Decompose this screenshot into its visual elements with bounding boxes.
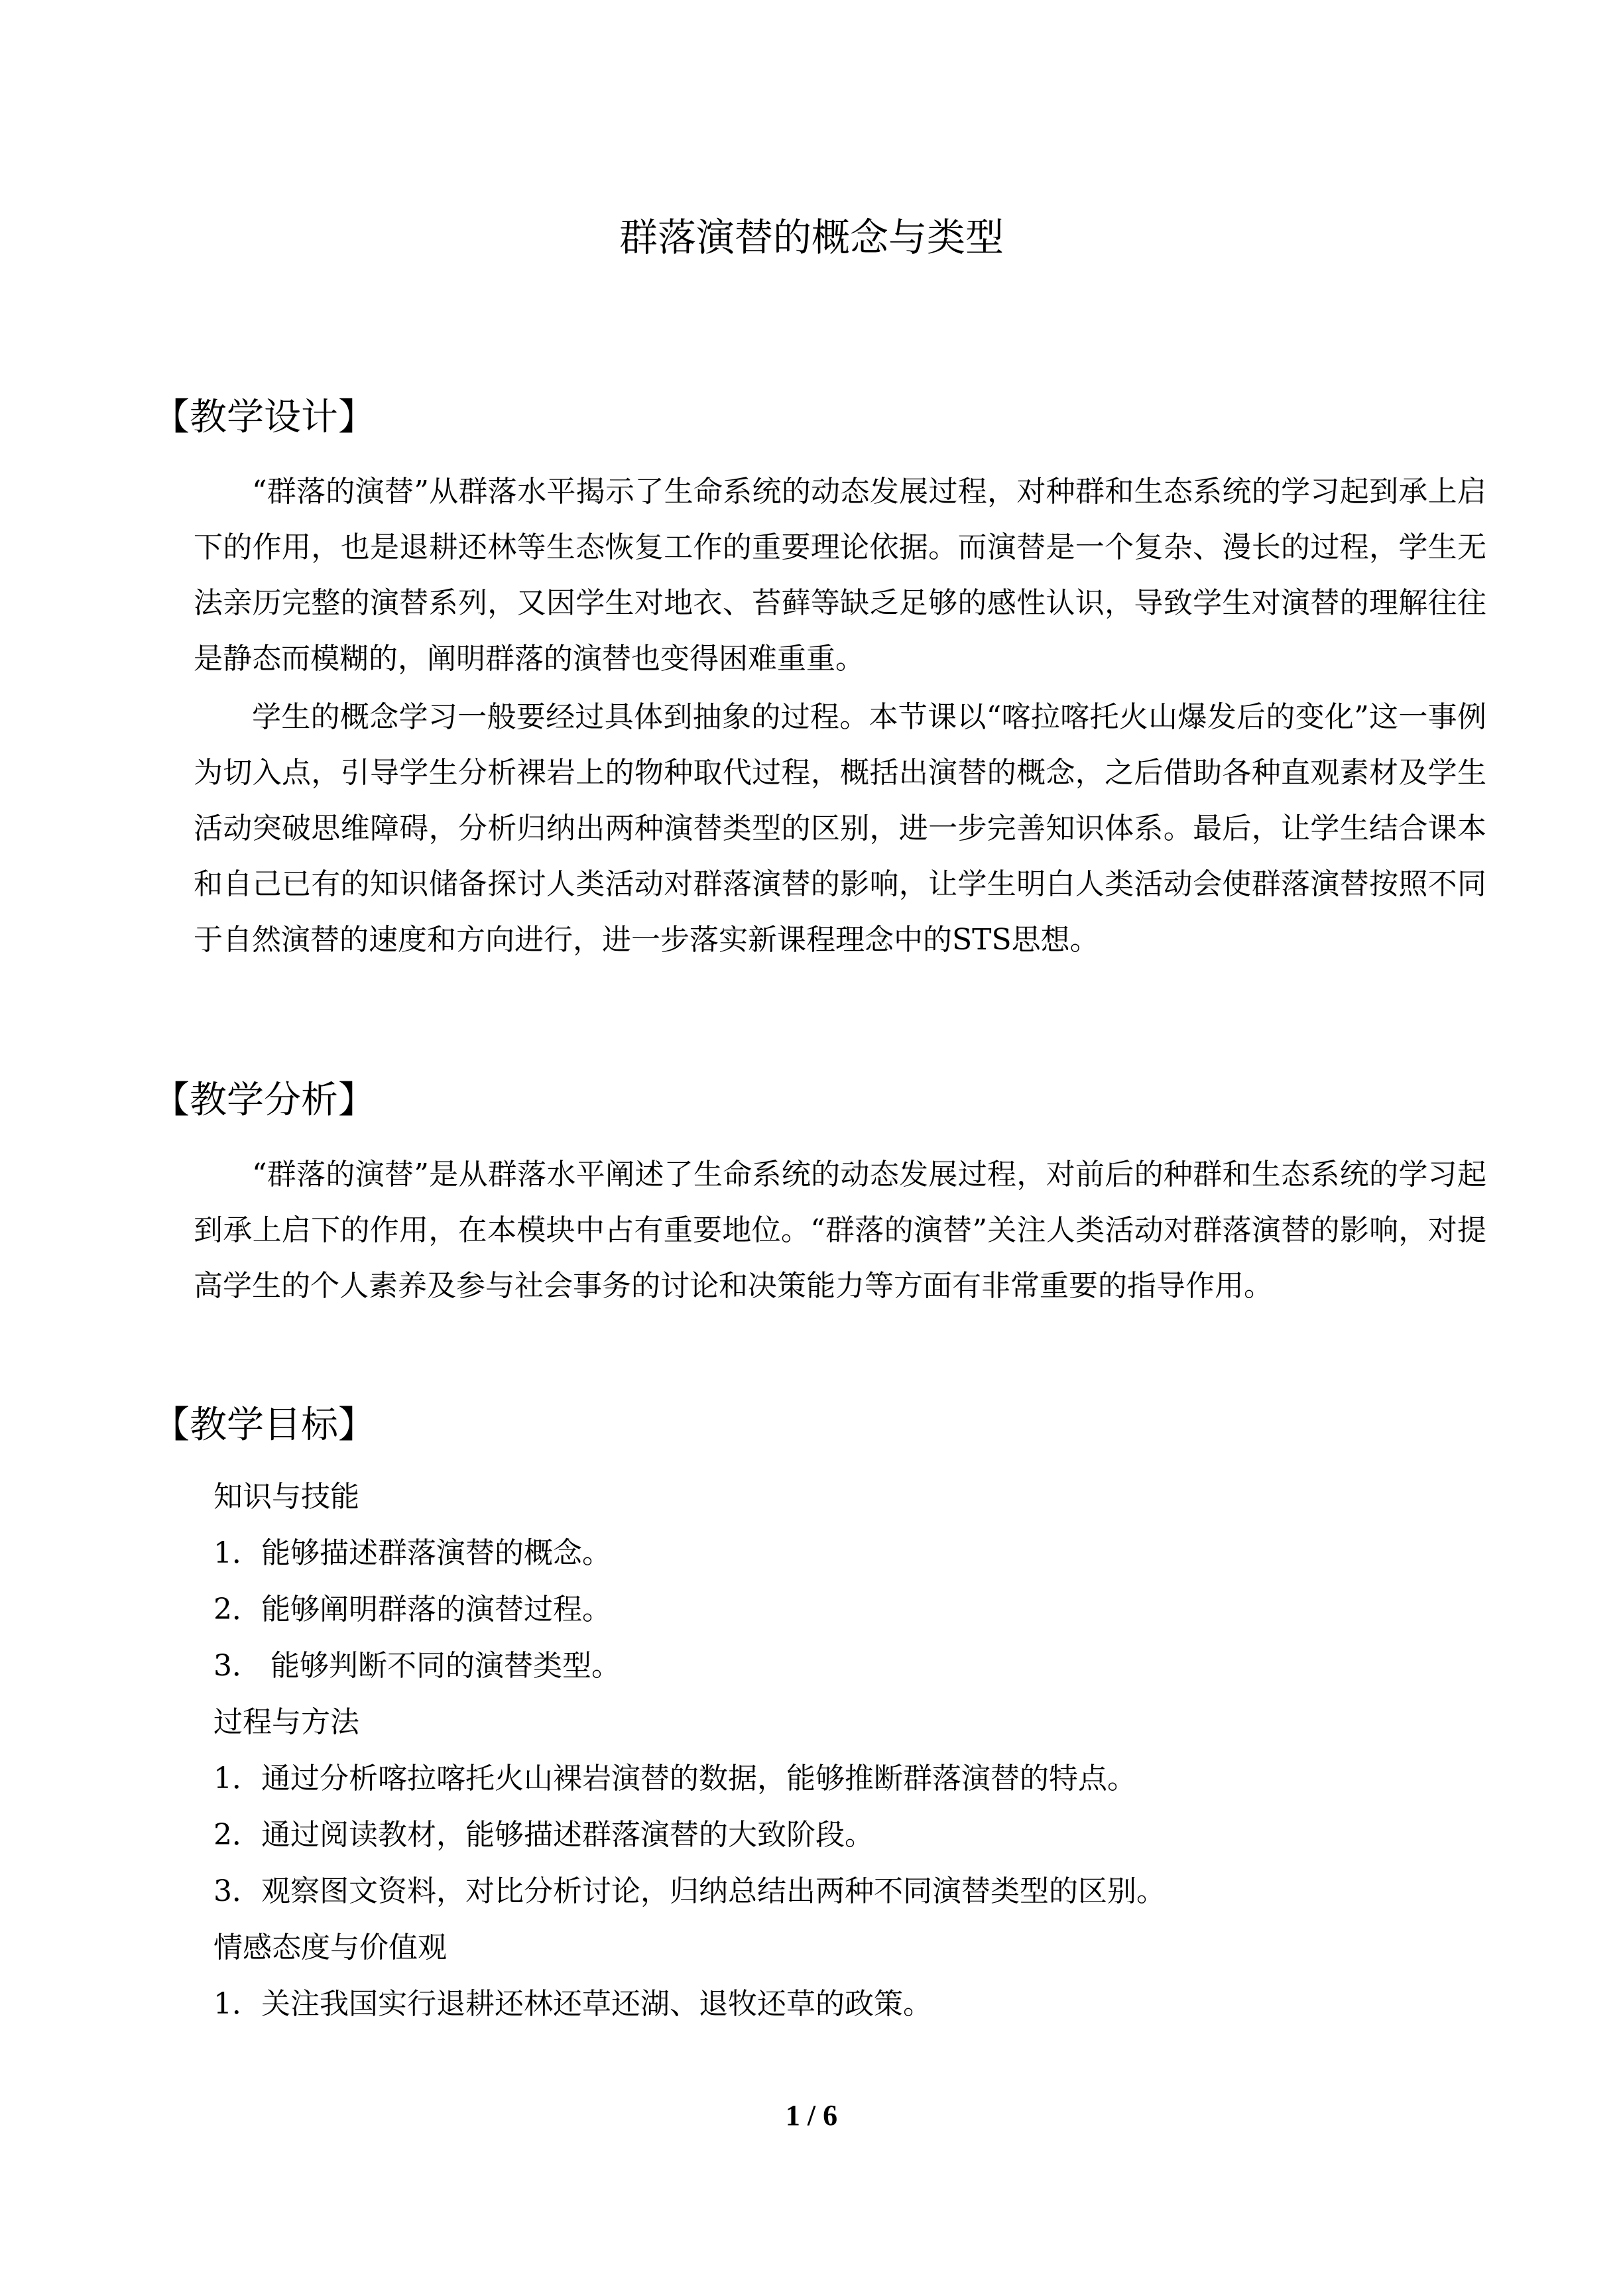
list-item-number: 2． xyxy=(213,1818,261,1852)
paragraph-teaching-analysis-1: “群落的演替”是从群落水平阐述了生命系统的动态发展过程，对前后的种群和生态系统的学习起到承上启下的作用，在本模块中占有重要地位。“群落的演替”关注人类活动对群落演替的影响，对提高学生的个人素养及参与社会事务的讨论和决策能力等方面有非常重要的指导作用。 xyxy=(194,1158,1486,1303)
list-item-text: 能够判断不同的演替类型。 xyxy=(261,1649,621,1683)
section-heading-teaching-objectives: 【教学目标】 xyxy=(152,1404,375,1447)
paragraph-teaching-design-2: 学生的概念学习一般要经过具体到抽象的过程。本节课以“喀拉喀托火山爆发后的变化”这一事例为切入点，引导学生分析裸岩上的物种取代过程，概括出演替的概念，之后借助各种直观素材及学生活动突破思维障碍，分析归纳出两种演替类型的区别，进一步完善知识体系。最后，让学生结合课本和自己已有的知识储备探讨人类活动对群落演替的影响，让学生明白人类活动会使群落演替按照不同于自然演替的速度和方向进行，进一步落实新课程理念中的STS思想。 xyxy=(194,700,1486,957)
list-item-text: 能够描述群落演替的概念。 xyxy=(261,1536,611,1570)
section-heading-teaching-analysis: 【教学分析】 xyxy=(152,1079,375,1122)
list-item-number: 1． xyxy=(213,1536,261,1570)
list-item-number: 2． xyxy=(213,1593,261,1626)
list-item xyxy=(213,1645,621,1687)
section-heading-teaching-design: 【教学设计】 xyxy=(152,396,375,439)
list-item-number: 1． xyxy=(213,1987,261,2021)
list-item xyxy=(213,1589,611,1631)
list-item-text: 通过阅读教材，能够描述群落演替的大致阶段。 xyxy=(261,1818,874,1852)
list-item-text: 观察图文资料，对比分析讨论，归纳总结出两种不同演替类型的区别。 xyxy=(261,1874,1166,1908)
document-title: 群落演替的概念与类型 xyxy=(619,215,1004,260)
list-item xyxy=(213,1532,611,1575)
objective-group-label: 过程与方法 xyxy=(213,1705,359,1739)
list-item-number: 1． xyxy=(213,1762,261,1795)
objective-group-label: 情感态度与价值观 xyxy=(213,1931,447,1964)
list-item-text: 关注我国实行退耕还林还草还湖、退牧还草的政策。 xyxy=(261,1987,932,2021)
list-item-number: 3． xyxy=(213,1874,261,1908)
page-number: 1 / 6 xyxy=(785,2099,838,2132)
list-item-text: 通过分析喀拉喀托火山裸岩演替的数据，能够推断群落演替的特点。 xyxy=(261,1762,1136,1795)
list-item xyxy=(213,1870,1166,1913)
list-item xyxy=(213,1814,874,1856)
list-item xyxy=(213,1983,932,2025)
list-item xyxy=(213,1758,1136,1800)
list-item-text: 能够阐明群落的演替过程。 xyxy=(261,1593,611,1626)
list-item-number: 3． xyxy=(213,1649,261,1683)
objective-group-label: 知识与技能 xyxy=(213,1480,359,1514)
paragraph-teaching-design-1: “群落的演替”从群落水平揭示了生命系统的动态发展过程，对种群和生态系统的学习起到承上启下的作用，也是退耕还林等生态恢复工作的重要理论依据。而演替是一个复杂、漫长的过程，学生无法亲历完整的演替系列，又因学生对地衣、苔藓等缺乏足够的感性认识，导致学生对演替的理解往往是静态而模糊的，阐明群落的演替也变得困难重重。 xyxy=(194,475,1486,676)
